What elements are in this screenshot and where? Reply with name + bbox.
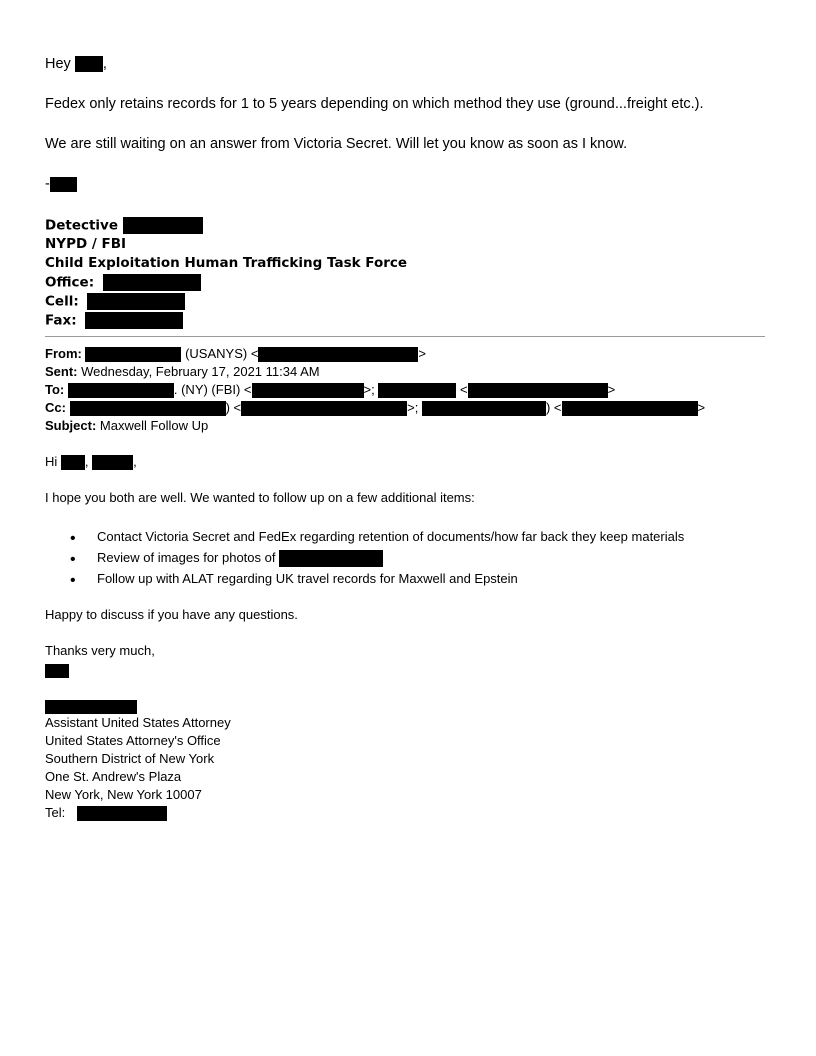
redaction-block [562, 401, 698, 416]
redaction-block [87, 293, 185, 310]
to-label: To: [45, 382, 65, 397]
sig-title: Detective [45, 217, 119, 234]
tel-label: Tel: [45, 805, 66, 820]
bracket: > [607, 382, 616, 397]
redaction-block [75, 56, 103, 72]
redaction-block [103, 274, 201, 291]
separator: >; [363, 382, 375, 397]
redaction-block [45, 700, 137, 714]
sender-name-redacted [45, 698, 137, 716]
body-thanks: Thanks very much, [45, 643, 155, 658]
punctuation: , [102, 56, 107, 72]
bullet-dot: • [70, 551, 76, 568]
sig-cell-label: Cell: [45, 293, 79, 310]
body-greeting: Hi [45, 454, 58, 469]
sig-fax-line [45, 312, 183, 329]
redaction-block [61, 455, 85, 470]
sender-office: United States Attorney's Office [45, 733, 221, 748]
subject-value: Maxwell Follow Up [99, 418, 209, 433]
header-subject-line [45, 418, 208, 433]
redaction-block [50, 177, 77, 192]
body-intro: I hope you both are well. We wanted to follow up on a few additional items: [45, 490, 475, 505]
sig-fax-label: Fax: [45, 312, 77, 329]
bullet-item: Follow up with ALAT regarding UK travel records for Maxwell and Epstein [97, 571, 518, 586]
sig-unit: Child Exploitation Human Trafficking Task Force [45, 255, 408, 271]
from-label: From: [45, 346, 82, 361]
reply-signoff [45, 176, 77, 192]
redaction-block [241, 401, 407, 416]
redaction-block [68, 383, 174, 398]
reply-greeting-line [45, 56, 107, 72]
punctuation: , [84, 454, 89, 469]
sender-initials-redacted [45, 662, 69, 680]
redaction-block [258, 347, 418, 362]
redaction-block [252, 383, 364, 398]
sig-title-line [45, 217, 203, 234]
to-org: . (NY) (FBI) < [173, 382, 252, 397]
redaction-block [468, 383, 608, 398]
redaction-block [123, 217, 203, 234]
header-to-line [45, 382, 615, 398]
from-org: (USANYS) < [185, 346, 259, 361]
sent-label: Sent: [45, 364, 78, 379]
bullet-dot: • [70, 530, 76, 547]
punctuation: , [133, 454, 137, 469]
redaction-block [422, 401, 546, 416]
sender-district: Southern District of New York [45, 751, 215, 766]
header-from-line [45, 346, 426, 362]
reply-paragraph-1: Fedex only retains records for 1 to 5 years depending on which method they use (ground...freight etc.). [45, 96, 704, 112]
sender-tel-line [45, 805, 167, 821]
header-sent-line [45, 364, 320, 379]
bullet-item-text: Review of images for photos of [97, 550, 276, 565]
bracket: > [697, 400, 706, 415]
sent-value: Wednesday, February 17, 2021 11:34 AM [81, 364, 320, 379]
cc-label: Cc: [45, 400, 66, 415]
redaction-block [279, 550, 383, 567]
bracket: < [459, 382, 468, 397]
sig-cell-line [45, 293, 185, 310]
header-divider [45, 336, 765, 337]
separator: >; [407, 400, 419, 415]
redaction-block [77, 806, 167, 821]
redaction-block [70, 401, 226, 416]
bullet-dot: • [70, 572, 76, 589]
redaction-block [85, 312, 183, 329]
redaction-block [45, 664, 69, 678]
reply-greeting: Hey [45, 56, 71, 72]
sender-address-1: One St. Andrew's Plaza [45, 769, 182, 784]
body-closing-line: Happy to discuss if you have any questions. [45, 607, 298, 622]
redaction-block [378, 383, 456, 398]
reply-paragraph-2: We are still waiting on an answer from Victoria Secret. Will let you know as soon as I know. [45, 136, 628, 152]
subject-label: Subject: [45, 418, 97, 433]
sender-address-2: New York, New York 10007 [45, 787, 202, 802]
bullet-item [97, 550, 383, 567]
redaction-block [85, 347, 181, 362]
header-cc-line [45, 400, 705, 416]
body-greeting-line [45, 454, 137, 470]
bracket: ) < [545, 400, 562, 415]
sig-office-line [45, 274, 201, 291]
sender-title: Assistant United States Attorney [45, 715, 231, 730]
sig-agency: NYPD / FBI [45, 236, 127, 252]
bullet-item: Contact Victoria Secret and FedEx regarding retention of documents/how far back they keep materials [97, 529, 685, 544]
bracket: > [418, 346, 427, 361]
signoff-dash: - [45, 176, 50, 192]
bracket: ) < [225, 400, 242, 415]
redaction-block [92, 455, 133, 470]
sig-office-label: Office: [45, 274, 95, 291]
